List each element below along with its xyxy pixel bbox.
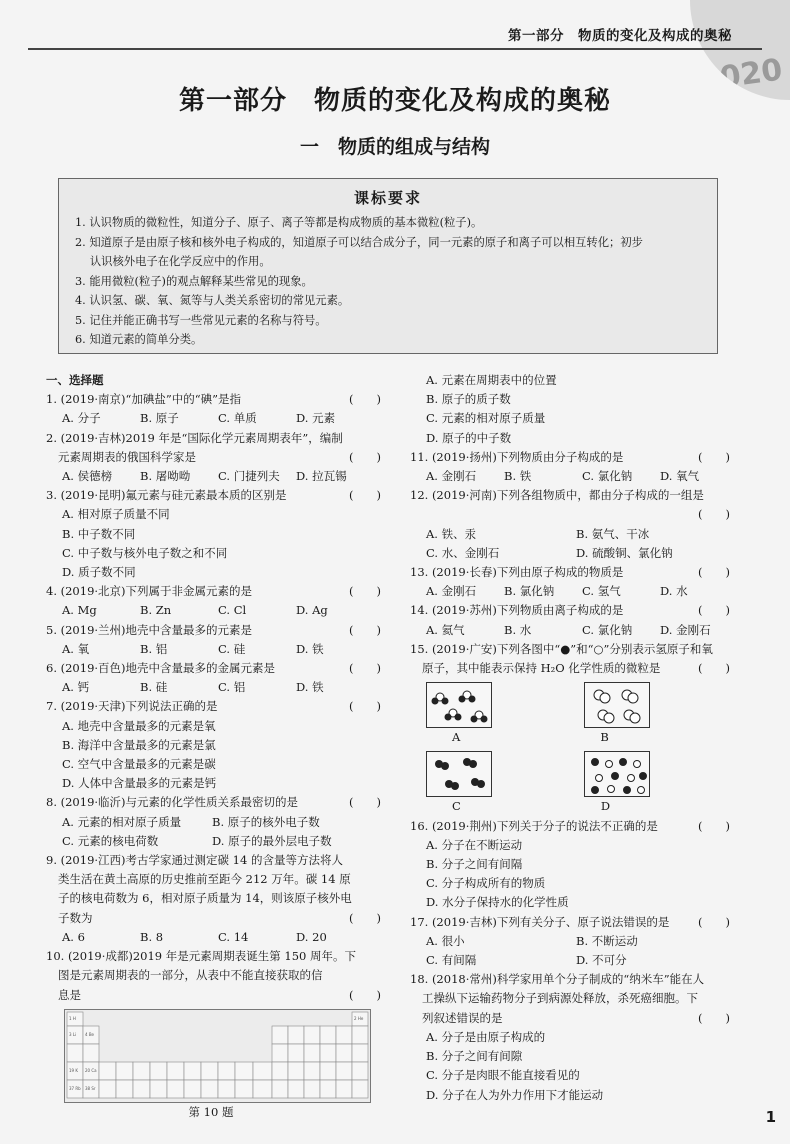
option[interactable]: D. 质子数不同 (62, 565, 136, 580)
options (46, 601, 391, 620)
options (410, 467, 740, 486)
option[interactable]: D. 水 (660, 584, 688, 599)
option[interactable]: B. 铝 (140, 641, 168, 656)
options (46, 813, 391, 832)
question-4: 4. (2019·北京)下列属于非金属元素的是 ( ) (46, 582, 391, 601)
periodic-table-grid (65, 1010, 370, 1102)
option[interactable]: C. 分子是肉眼不能直接看见的 (426, 1068, 580, 1083)
option[interactable]: A. 金刚石 (426, 584, 477, 599)
option[interactable]: D. 铁 (296, 641, 324, 656)
options (46, 832, 391, 851)
page-title: 第一部分 物质的变化及构成的奥秘 (178, 86, 611, 116)
answer-blank[interactable]: ( ) (698, 914, 730, 929)
option[interactable]: C. 氢气 (582, 584, 621, 599)
figure-labels-cd (410, 797, 740, 816)
option[interactable]: C. Cl (218, 603, 247, 618)
option[interactable]: A. 分子 (62, 411, 101, 426)
molecule-figure-a[interactable] (426, 682, 492, 728)
question-18: 18. (2018·常州)科学家用单个分子制成的“纳米车”能在人 (410, 972, 705, 987)
option[interactable]: B. 屠呦呦 (140, 469, 191, 484)
option[interactable]: C. 氯化钠 (582, 469, 633, 484)
options (46, 409, 391, 428)
option[interactable]: A. 6 (62, 929, 85, 944)
header-rule (28, 48, 762, 50)
option[interactable]: C. 水、金刚石 (426, 545, 500, 560)
publisher-stamp: 2020 (690, 0, 790, 100)
options (46, 640, 391, 659)
option[interactable]: C. 元素的相对原子质量 (426, 411, 546, 426)
right-column: A. 元素在周期表中的位置 B. 原子的质子数 C. 元素的相对原子质量 D. 原子的中子数 11. (2019·扬州)下列物质由分子构成的是 ( ) A. 金刚石 B. 铁 C. 氯化钠 D. 氧气 12. (2019·河南)下列各组物质中，都由分子构成的一组是 ( ) A. 铁、汞 B. 氨气、干冰 C. 水、金刚石 D. 硫酸铜、氯化钠 13. (2019·长春)下列由原子构成的物质是 ( ) A. 金刚石 B. 氯化钠 C. 氢气 D. 水 14. (2019·苏州)下列物质由离子构成的是 ( ) A. 氦气 B. 水 C. 氯化钠 D. 金刚石 15. (2019·广安)下列各图中“●”和“○”分别表示氢原子和氧 原子，其中能表示保持 H₂O 化学性质的微粒是 ( ) A B C D 16. (2019·荆州)下列关于分子的说法不正确的是 ( ) A. 分子在不断运动 B. 分子之间有间隔 C. 分子构成所有的物质 D. 水分子保持水的化学性质 17. (2019·吉林)下列有关分子、原子说法错误的是 ( ) A. 很小 B. 不断运动 C. 有间隔 D. 不可分 18. (2018·常州)科学家用单个分子制成的“纳米车”能在人 工操纵下运输药物分子到病源处释放，杀死癌细胞。下 列叙述错误的是 ( ) A. 分子是由原子构成的 B. 分子之间有间隙 C. 分子是肉眼不能直接看见的 D. 分子在人为外力作用下才能运动 (410, 371, 740, 1105)
option[interactable]: A. 氧 (62, 641, 90, 656)
molecule-figures-row (410, 682, 740, 728)
option[interactable]: B. 海洋中含量最多的元素是氯 (62, 737, 216, 752)
option[interactable]: C. 硅 (218, 641, 246, 656)
option[interactable]: A. 元素在周期表中的位置 (426, 373, 557, 387)
option[interactable]: B. 原子 (140, 411, 179, 426)
option[interactable]: D. 水分子保持水的化学性质 (426, 895, 569, 910)
figure-caption: 第 10 题 (188, 1104, 234, 1119)
option[interactable]: A. 地壳中含量最多的元素是氧 (62, 718, 216, 733)
requirement-item: 3. 能用微粒(粒子)的观点解释某些常见的现象。 (75, 274, 313, 288)
option[interactable]: D. 20 (296, 929, 327, 944)
question-14: 14. (2019·苏州)下列物质由离子构成的是 ( ) (410, 601, 740, 620)
question-2: 2. (2019·吉林)2019 年是“国际化学元素周期表年”，编制 (46, 430, 343, 445)
answer-blank[interactable]: ( ) (349, 661, 381, 676)
option[interactable]: D. 不可分 (576, 953, 627, 968)
options (410, 951, 740, 970)
option[interactable]: D. 氧气 (660, 469, 700, 484)
answer-blank[interactable]: ( ) (698, 565, 730, 580)
option[interactable]: D. 金刚石 (660, 622, 711, 637)
options (46, 928, 391, 947)
option[interactable]: D. 拉瓦锡 (296, 469, 347, 484)
svg-text:3 Li: 3 Li (69, 1031, 77, 1037)
option[interactable]: D. 分子在人为外力作用下才能运动 (426, 1087, 604, 1102)
options (46, 678, 391, 697)
svg-text:2 He: 2 He (354, 1015, 364, 1021)
answer-blank[interactable]: ( ) (349, 987, 381, 1002)
option[interactable]: C. 分子构成所有的物质 (426, 876, 546, 891)
svg-text:20 Ca: 20 Ca (85, 1067, 97, 1073)
question-13: 13. (2019·长春)下列由原子构成的物质是 ( ) (410, 563, 740, 582)
svg-text:1 H: 1 H (69, 1015, 76, 1021)
option[interactable]: A. 钙 (62, 680, 90, 695)
answer-blank[interactable]: ( ) (349, 449, 381, 464)
question-15: 15. (2019·广安)下列各图中“●”和“○”分别表示氢原子和氧 (410, 641, 713, 656)
running-header: 第一部分 物质的变化及构成的奥秘 (508, 28, 732, 44)
option[interactable]: B. 不断运动 (576, 933, 638, 948)
answer-blank[interactable]: ( ) (349, 488, 381, 503)
option[interactable]: D. 元素 (296, 411, 336, 426)
answer-blank[interactable]: ( ) (698, 818, 730, 833)
requirements-list (75, 213, 707, 350)
molecule-figure-c[interactable] (426, 751, 492, 797)
options (410, 932, 740, 951)
option[interactable]: A. 铁、汞 (426, 526, 477, 541)
option[interactable]: A. 侯德榜 (62, 469, 113, 484)
answer-blank[interactable]: ( ) (349, 795, 381, 810)
option[interactable]: A. 金刚石 (426, 469, 477, 484)
option[interactable]: B. 分子之间有间隔 (426, 857, 523, 872)
option[interactable]: A. 分子是由原子构成的 (426, 1029, 546, 1044)
figure-label: D (600, 799, 611, 814)
answer-blank[interactable]: ( ) (698, 603, 730, 618)
figure-label: A (452, 730, 461, 745)
answer-blank[interactable]: ( ) (698, 449, 730, 464)
options (410, 544, 740, 563)
option[interactable]: B. 原子的核外电子数 (212, 814, 320, 829)
option[interactable]: B. 8 (140, 929, 164, 944)
options (410, 582, 740, 601)
options (46, 467, 391, 486)
question-16: 16. (2019·荆州)下列关于分子的说法不正确的是 ( ) (410, 817, 740, 836)
option[interactable]: A. 很小 (426, 933, 465, 948)
option[interactable]: C. 14 (218, 929, 249, 944)
answer-blank[interactable]: ( ) (349, 910, 381, 925)
question-9: 9. (2019·江西)考古学家通过测定碳 14 的含量等方法将人 (46, 853, 343, 868)
molecule-figure-b[interactable] (584, 682, 650, 728)
option[interactable]: D. 原子的中子数 (426, 430, 512, 445)
requirement-item: 6. 知道元素的简单分类。 (75, 333, 203, 346)
option[interactable]: B. 中子数不同 (62, 526, 136, 541)
option[interactable]: A. Mg (62, 603, 97, 618)
question-6: 6. (2019·百色)地壳中含量最多的金属元素是 ( ) (46, 659, 391, 678)
requirement-item: 5. 记住并能正确书写一些常见元素的名称与符号。 (75, 313, 327, 327)
option[interactable]: B. 硅 (140, 680, 168, 695)
option[interactable]: C. 元素的核电荷数 (62, 833, 159, 848)
option[interactable]: C. 单质 (218, 411, 257, 426)
option[interactable]: B. 氨气、干冰 (576, 526, 650, 541)
option[interactable]: D. 原子的最外层电子数 (212, 833, 332, 848)
figure-label: B (600, 730, 609, 745)
option[interactable]: C. 门捷列夫 (218, 469, 280, 484)
svg-text:38 Sr: 38 Sr (85, 1085, 96, 1091)
question-17: 17. (2019·吉林)下列有关分子、原子说法错误的是 ( ) (410, 913, 740, 932)
option[interactable]: C. 中子数与核外电子数之和不同 (62, 545, 228, 560)
question-10: 10. (2019·成都)2019 年是元素周期表诞生第 150 周年。下 (46, 949, 357, 964)
question-11: 11. (2019·扬州)下列物质由分子构成的是 ( ) (410, 448, 740, 467)
answer-blank[interactable]: ( ) (349, 622, 381, 637)
option[interactable]: D. 铁 (296, 680, 324, 695)
answer-blank[interactable]: ( ) (698, 1010, 730, 1025)
option[interactable]: B. 水 (504, 622, 532, 637)
option[interactable]: C. 空气中含量最多的元素是碳 (62, 757, 216, 772)
svg-text:4 Be: 4 Be (85, 1031, 95, 1037)
figure-labels-ab (410, 728, 740, 747)
requirement-item: 1. 认识物质的微粒性，知道分子、原子、离子等都是构成物质的基本微粒(粒子)。 (75, 216, 483, 229)
answer-blank[interactable]: ( ) (698, 507, 730, 522)
option[interactable]: D. Ag (296, 603, 328, 618)
option[interactable]: A. 分子在不断运动 (426, 837, 523, 852)
option[interactable]: B. 分子之间有间隙 (426, 1049, 523, 1064)
molecule-figure-d[interactable] (584, 751, 650, 797)
answer-blank[interactable]: ( ) (349, 699, 381, 714)
question-7: 7. (2019·天津)下列说法正确的是 ( ) (46, 697, 391, 716)
answer-blank[interactable]: ( ) (698, 661, 730, 676)
answer-blank[interactable]: ( ) (349, 584, 381, 599)
option[interactable]: D. 硫酸铜、氯化钠 (576, 545, 673, 560)
options (410, 525, 740, 544)
figure-label: C (452, 799, 461, 814)
option[interactable]: A. 相对原子质量不同 (62, 507, 170, 522)
option[interactable]: A. 元素的相对原子质量 (62, 814, 182, 829)
requirements-title: 课标要求 (353, 189, 422, 207)
periodic-table-figure (64, 1009, 371, 1103)
option[interactable]: D. 人体中含量最多的元素是钙 (62, 776, 217, 791)
option[interactable]: A. 氦气 (426, 622, 465, 637)
question-5: 5. (2019·兰州)地壳中含量最多的元素是 ( ) (46, 621, 391, 640)
options (410, 621, 740, 640)
requirement-item: 4. 认识氢、碳、氧、氮等与人类关系密切的常见元素。 (75, 294, 350, 307)
question-3: 3. (2019·昆明)氟元素与硅元素最本质的区别是 ( ) (46, 486, 391, 505)
question-8: 8. (2019·临沂)与元素的化学性质关系最密切的是 ( ) (46, 793, 391, 812)
question-12: 12. (2019·河南)下列各组物质中，都由分子构成的一组是 (410, 488, 704, 503)
question-1: 1. (2019·南京)“加碘盐”中的“碘”是指 ( ) (46, 390, 391, 409)
option[interactable]: B. Zn (140, 603, 172, 618)
option[interactable]: C. 有间隔 (426, 953, 477, 968)
svg-text:19 K: 19 K (69, 1067, 78, 1073)
svg-text:37 Rb: 37 Rb (69, 1085, 81, 1091)
requirements-box (58, 178, 718, 354)
option[interactable]: C. 氯化钠 (582, 622, 633, 637)
requirement-item: 认识核外电子在化学反应中的作用。 (75, 255, 271, 268)
option[interactable]: B. 原子的质子数 (426, 392, 511, 407)
option[interactable]: B. 氯化钠 (504, 584, 555, 599)
option[interactable]: C. 铝 (218, 680, 246, 695)
section-subtitle: 一 物质的组成与结构 (299, 136, 490, 158)
left-column: 一、选择题 1. (2019·南京)“加碘盐”中的“碘”是指 ( ) A. 分子 B. 原子 C. 单质 D. 元素 2. (2019·吉林)2019 年是“国际化学元素周期表年”，编制 元素周期表的俄国科学家是 ( ) A. 侯德榜 B. 屠呦呦 C. 门捷列夫 D. 拉瓦锡 3. (2019·昆明)氟元素与硅元素最本质的区别是 ( ) A. 相对原子质量不同 B. 中子数不同 C. 中子数与核外电子数之和不同 D. 质子数不同 4. (2019·北京)下列属于非金属元素的是 ( ) A. Mg B. Zn C. Cl D. Ag 5. (2019·兰州)地壳中含量最多的元素是 ( ) A. 氧 B. 铝 C. 硅 D. 铁 6. (2019·百色)地壳中含量最多的金属元素是 ( ) A. 钙 B. 硅 C. 铝 D. 铁 7. (2019·天津)下列说法正确的是 ( ) A. 地壳中含量最多的元素是氧 B. 海洋中含量最多的元素是氯 C. 空气中含量最多的元素是碳 D. 人体中含量最多的元素是钙 8. (2019·临沂)与元素的化学性质关系最密切的是 ( ) A. 元素的相对原子质量 B. 原子的核外电子数 C. 元素的核电荷数 D. 原子的最外层电子数 9. (2019·江西)考古学家通过测定碳 14 的含量等方法将人 类生活在黄土高原的历史推前至距今 212 万年。碳 14 原 子的核电荷数为 6，相对原子质量为 14，则该原子核外电 子数为 ( ) A. 6 B. 8 C. 14 D. 20 10. (2019·成都)2019 年是元素周期表诞生第 150 周年。下 图是元素周期表的一部分，从表中不能直接获取的信 息是 ( ) 1 H 2 He 3 Li 4 Be 19 K 20 Ca 37 Rb 38 Sr 第 10 题 (46, 371, 391, 1122)
option[interactable]: B. 铁 (504, 469, 532, 484)
page-number: 1 (765, 1108, 776, 1126)
requirement-item: 2. 知道原子是由原子核和核外电子构成的，知道原子可以结合成分子，同一元素的原子和离子可以相互转化；初步 (75, 235, 643, 249)
molecule-figures-row (410, 751, 740, 797)
section-heading: 一、选择题 (46, 373, 104, 387)
answer-blank[interactable]: ( ) (349, 392, 381, 407)
